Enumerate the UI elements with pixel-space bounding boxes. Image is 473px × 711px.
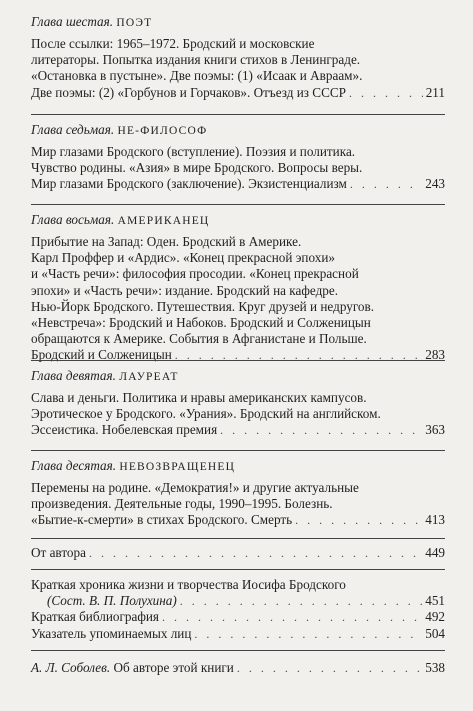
toc-line xyxy=(31,660,234,676)
page-number: 211 xyxy=(425,84,445,100)
page-number: 504 xyxy=(425,625,445,641)
chapter-number: Глава десятая. xyxy=(31,458,117,473)
toc-line: «Остановка в пустыне». Две поэмы: (1) «Исаак и Авраам». xyxy=(31,68,363,84)
author-note-section xyxy=(31,545,445,561)
toc-line: литераторы. Попытка издания книги стихов в Ленинграде. xyxy=(31,52,361,68)
dot-leader xyxy=(349,85,423,101)
toc-line: эпохи» и «Часть речи»: издание. Бродский на кафедре. xyxy=(31,282,339,298)
chapter-number: Глава шестая. xyxy=(31,14,114,29)
chapter-name: АМЕРИКАНЕЦ xyxy=(117,215,210,227)
dot-leader xyxy=(295,512,422,528)
about-section xyxy=(31,660,445,676)
divider xyxy=(31,114,445,115)
toc-line: Мир глазами Бродского (заключение). Экзистенциализм xyxy=(31,176,347,192)
toc-line: (Сост. В. П. Полухина) xyxy=(47,593,177,609)
chapter-title xyxy=(31,367,445,386)
toc-line: произведения. Деятельные годы, 1990–1995. Болезнь. xyxy=(31,496,333,512)
dot-leader xyxy=(180,593,422,609)
divider xyxy=(31,569,445,570)
page-number: 283 xyxy=(425,347,445,363)
dot-leader xyxy=(89,545,422,561)
chapter-number: Глава восьмая. xyxy=(31,212,115,227)
appendices-section xyxy=(31,577,445,642)
toc-entry xyxy=(31,609,445,625)
chapter-name: ПОЭТ xyxy=(116,17,153,29)
dot-leader xyxy=(220,422,422,438)
page-number: 363 xyxy=(425,422,445,438)
toc-line: Слава и деньги. Политика и нравы американских кампусов. xyxy=(31,390,367,405)
toc-entry-last xyxy=(31,422,445,438)
toc-line: и «Часть речи»: философия просодии. «Конец прекрасной xyxy=(31,266,359,282)
dot-leader xyxy=(162,609,422,625)
author-name: А. Л. Соболев. xyxy=(31,660,111,675)
toc-line: Карл Проффер и «Ардис». «Конец прекрасной эпохи» xyxy=(31,250,335,266)
toc-line: Чувство родины. «Азия» в мире Бродского. Вопросы веры. xyxy=(31,160,363,176)
divider xyxy=(31,650,445,651)
dot-leader xyxy=(194,626,422,642)
toc-line: Две поэмы: (2) «Горбунов и Горчаков». Отъезд из СССР xyxy=(31,84,347,100)
chapter-title xyxy=(31,121,445,140)
toc-line: Эротическое у Бродского. «Урания». Бродский на английском. xyxy=(31,406,381,422)
divider xyxy=(31,204,445,205)
chapter-title xyxy=(31,457,445,476)
page-number: 449 xyxy=(425,545,445,560)
toc-line: Мир глазами Бродского (вступление). Поэзия и политика. xyxy=(31,144,356,159)
chapter-title xyxy=(31,211,445,230)
toc-entry-last xyxy=(31,176,445,192)
toc-line: После ссылки: 1965–1972. Бродский и московские xyxy=(31,36,315,51)
page-number: 451 xyxy=(425,593,445,609)
chapter-9 xyxy=(31,367,445,439)
dot-leader xyxy=(350,176,422,192)
toc-entry-last xyxy=(31,85,445,101)
toc-entry xyxy=(31,626,445,642)
chapter-name: НЕ-ФИЛОСОФ xyxy=(117,125,208,137)
dot-leader xyxy=(175,347,422,363)
page-number: 538 xyxy=(425,660,445,675)
chapter-10 xyxy=(31,457,445,529)
page-number: 492 xyxy=(425,609,445,625)
chapter-7 xyxy=(31,121,445,193)
toc-entry xyxy=(31,545,445,561)
chapter-name: НЕВОЗВРАЩЕНЕЦ xyxy=(119,461,236,473)
page-number: 243 xyxy=(425,176,445,192)
chapter-6 xyxy=(31,13,445,101)
toc-line: «Бытие-к-смерти» в стихах Бродского. Смерть xyxy=(31,512,293,528)
toc-line: «Невстреча»: Бродский и Набоков. Бродский и Солженицын xyxy=(31,315,371,331)
toc-line: От автора xyxy=(31,545,86,560)
chapter-name: ЛАУРЕАТ xyxy=(119,371,179,383)
chapter-number: Глава девятая. xyxy=(31,368,116,383)
toc-line: Указатель упоминаемых лиц xyxy=(31,625,192,641)
chapter-number: Глава седьмая. xyxy=(31,122,115,137)
divider xyxy=(31,538,445,539)
toc-line: Краткая хроника жизни и творчества Иосифа Бродского xyxy=(31,577,346,592)
page-number: 413 xyxy=(425,512,445,528)
toc-line: Нью-Йорк Бродского. Путешествия. Круг друзей и недругов. xyxy=(31,298,375,314)
toc-entry-last xyxy=(31,512,445,528)
toc-line: Эссеистика. Нобелевская премия xyxy=(31,422,218,438)
toc-line: Перемены на родине. «Демократия!» и другие актуальные xyxy=(31,480,359,495)
chapter-8 xyxy=(31,211,445,364)
toc-line: Прибытие на Запад: Оден. Бродский в Америке. xyxy=(31,234,302,249)
toc-entry-last xyxy=(31,347,445,363)
toc-entry xyxy=(31,660,445,676)
toc-line: Бродский и Солженицын xyxy=(31,347,172,363)
toc-line: обращаются к Америке. События в Афганистане и Польше. xyxy=(31,331,367,347)
divider xyxy=(31,450,445,451)
toc-line: Краткая библиография xyxy=(31,609,159,625)
chapter-title xyxy=(31,13,445,32)
divider xyxy=(31,360,445,361)
about-title: Об авторе этой книги xyxy=(113,660,234,675)
dot-leader xyxy=(237,660,422,676)
toc-entry xyxy=(31,593,445,609)
